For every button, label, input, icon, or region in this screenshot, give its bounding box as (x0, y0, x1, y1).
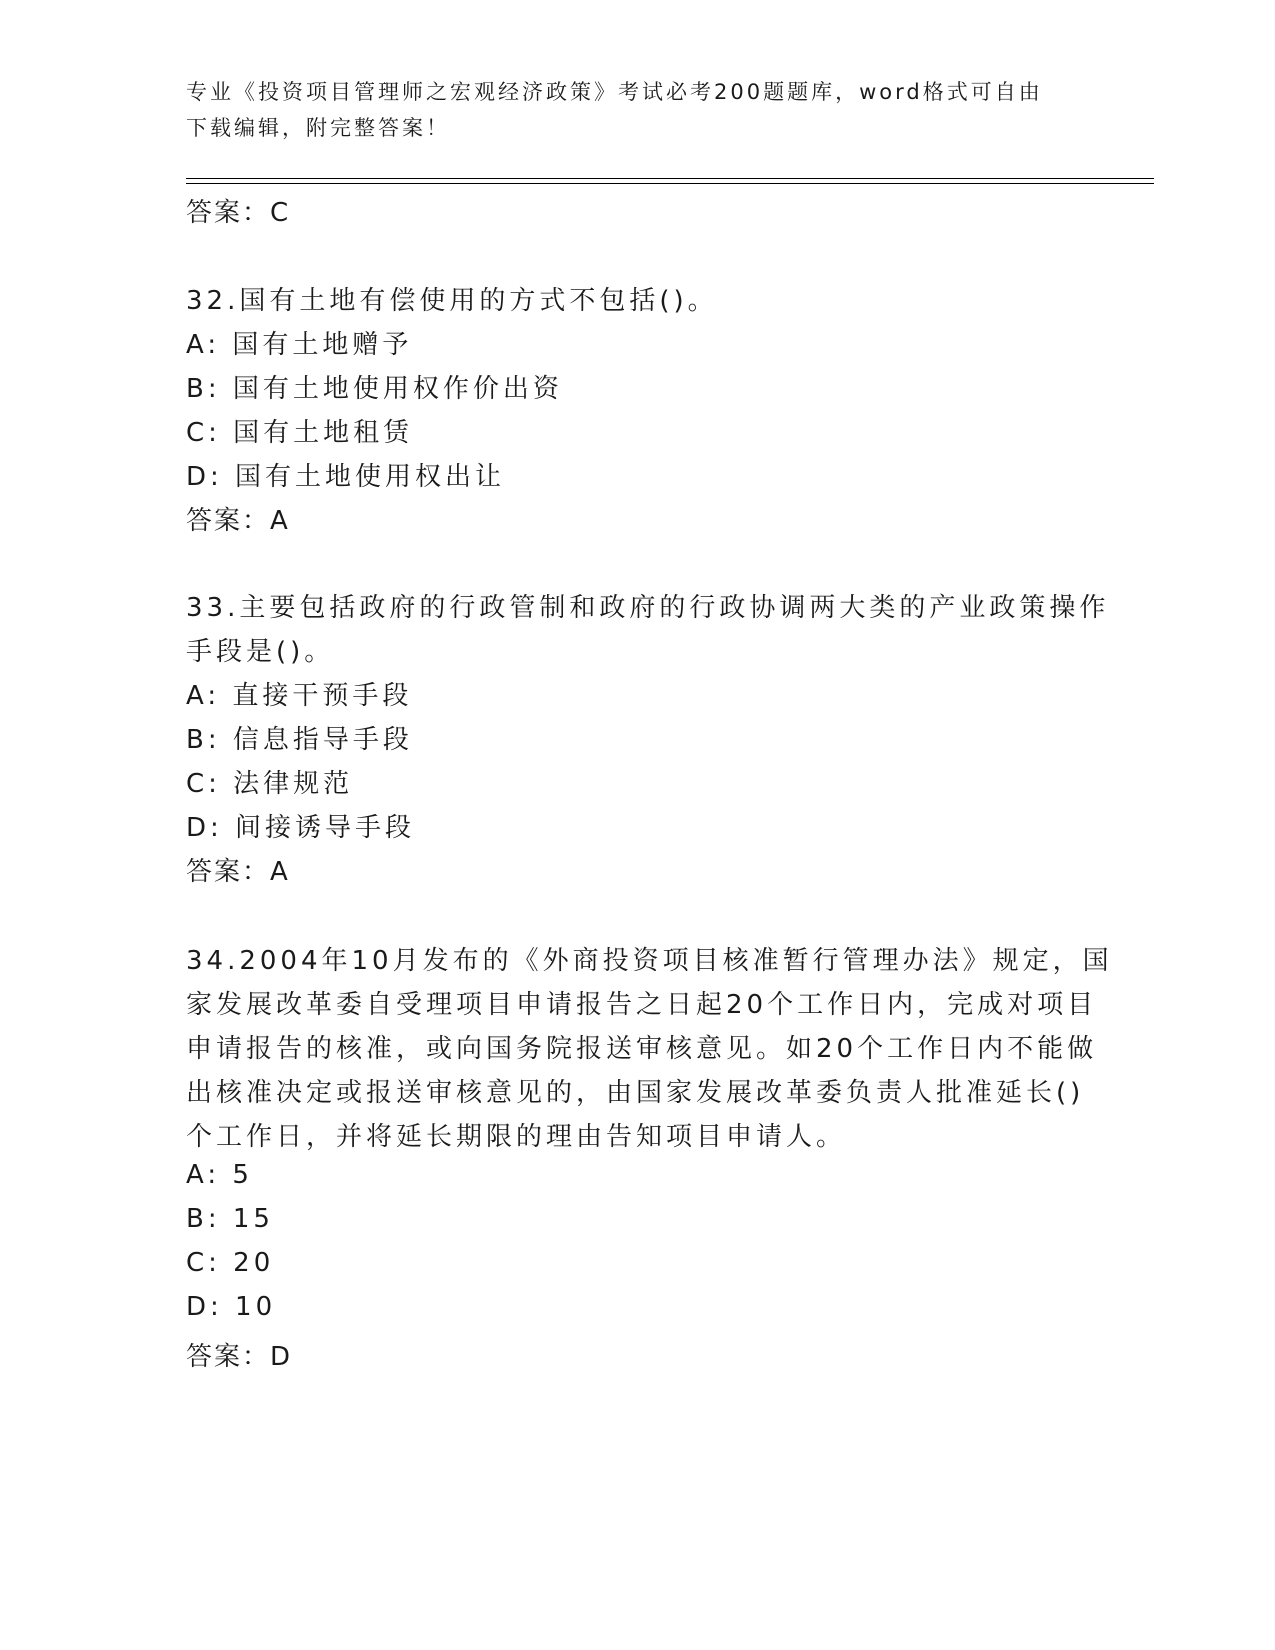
question-33-answer: 答案：A (186, 857, 290, 887)
question-32-stem: 32.国有土地有偿使用的方式不包括()。 (186, 286, 718, 316)
question-33-option-a: A: 直接干预手段 (186, 681, 413, 711)
question-32-option-d: D: 国有土地使用权出让 (186, 462, 506, 492)
question-34-option-b: B: 15 (186, 1204, 274, 1234)
header-divider-bottom (186, 183, 1154, 184)
question-33-option-b: B: 信息指导手段 (186, 725, 413, 755)
question-33-stem-line-1: 33.主要包括政府的行政管制和政府的行政协调两大类的产业政策操作 (186, 593, 1110, 623)
question-33-stem-line-2: 手段是()。 (186, 637, 335, 667)
header-line-2: 下载编辑，附完整答案！ (186, 116, 450, 140)
question-32-option-c: C: 国有土地租赁 (186, 418, 414, 448)
question-33-option-d: D: 间接诱导手段 (186, 813, 416, 843)
question-32-answer: 答案：A (186, 506, 290, 536)
question-34-option-d: D: 10 (186, 1292, 277, 1322)
question-34-option-c: C: 20 (186, 1248, 275, 1278)
question-33-option-c: C: 法律规范 (186, 769, 354, 799)
question-34-answer: 答案：D (186, 1342, 293, 1372)
question-34-stem-line-5: 个工作日，并将延长期限的理由告知项目申请人。 (186, 1122, 847, 1152)
answer-prev: 答案：C (186, 198, 291, 228)
question-34-stem-line-1: 34.2004年10月发布的《外商投资项目核准暂行管理办法》规定，国 (186, 946, 1113, 976)
question-32-option-b: B: 国有土地使用权作价出资 (186, 374, 563, 404)
question-34-option-a: A: 5 (186, 1160, 253, 1190)
question-34-stem-line-2: 家发展改革委自受理项目申请报告之日起20个工作日内，完成对项目 (186, 990, 1098, 1020)
question-34-stem-line-3: 申请报告的核准，或向国务院报送审核意见。如20个工作日内不能做 (186, 1034, 1098, 1064)
header-divider-top (186, 178, 1154, 179)
question-34-stem-line-4: 出核准决定或报送审核意见的，由国家发展改革委负责人批准延长() (186, 1078, 1085, 1108)
document-header (186, 74, 1086, 146)
header-line-1: 专业《投资项目管理师之宏观经济政策》考试必考200题题库，word格式可自由 (186, 80, 1043, 104)
question-32-option-a: A: 国有土地赠予 (186, 330, 413, 360)
